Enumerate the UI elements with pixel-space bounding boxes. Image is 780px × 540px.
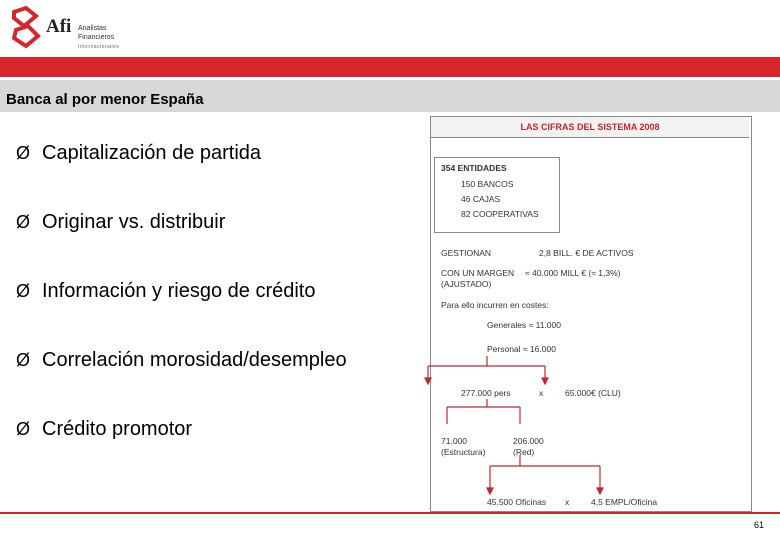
ajustado-label: (AJUSTADO) bbox=[441, 279, 492, 289]
entities-cajas: 46 CAJAS bbox=[461, 194, 501, 204]
bullet-arrow-icon: Ø bbox=[16, 212, 31, 232]
logo-subtitle-3: Internacionales bbox=[78, 44, 120, 50]
multiply-sign-1: x bbox=[539, 388, 544, 398]
costes-generales: Generales ≈ 11.000 bbox=[487, 320, 561, 330]
personal-count: 277.000 pers bbox=[461, 388, 511, 398]
logo-subtitle-2: Financieros bbox=[78, 34, 115, 41]
costes-intro: Para ello incurren en costes: bbox=[441, 300, 549, 310]
bullet-text: Capitalización de partida bbox=[42, 142, 262, 164]
margen-label: CON UN MARGEN bbox=[441, 268, 515, 278]
bullet-text: Información y riesgo de crédito bbox=[42, 280, 316, 302]
entities-header: 354 ENTIDADES bbox=[441, 163, 507, 173]
entities-banks: 150 BANCOS bbox=[461, 179, 514, 189]
gestionan-label: GESTIONAN bbox=[441, 248, 492, 258]
slide-title: Banca al por menor España bbox=[6, 91, 204, 108]
logo-wordmark: Afi bbox=[46, 16, 72, 37]
bullet-text: Originar vs. distribuir bbox=[42, 211, 226, 233]
costes-personal: Personal ≈ 16.000 bbox=[487, 344, 556, 354]
estructura-value: 71.000 bbox=[441, 436, 467, 446]
estructura-label: (Estructura) bbox=[441, 447, 486, 457]
bullet-arrow-icon: Ø bbox=[16, 419, 31, 439]
clu-value: 65.000€ (CLU) bbox=[565, 388, 621, 398]
footer-red-line bbox=[0, 512, 780, 514]
logo-subtitle-1: Analistas bbox=[78, 25, 107, 32]
margen-value: ≈ 40.000 MILL € (≈ 1,3%) bbox=[525, 268, 621, 278]
page-number: 61 bbox=[754, 520, 765, 530]
bullet-text: Correlación morosidad/desempleo bbox=[42, 349, 347, 371]
oficinas-count: 45.500 Oficinas bbox=[487, 497, 547, 507]
multiply-sign-2: x bbox=[565, 497, 570, 507]
bullet-text: Crédito promotor bbox=[42, 418, 193, 440]
bullet-arrow-icon: Ø bbox=[16, 281, 31, 301]
red-value: 206.000 bbox=[513, 436, 544, 446]
empl-per-oficina: 4,5 EMPL/Oficina bbox=[591, 497, 658, 507]
bullet-arrow-icon: Ø bbox=[16, 143, 31, 163]
bullet-arrow-icon: Ø bbox=[16, 350, 31, 370]
gestionan-value: 2,8 BILL. € DE ACTIVOS bbox=[539, 248, 634, 258]
red-label: (Red) bbox=[513, 447, 535, 457]
figure-title: LAS CIFRAS DEL SISTEMA 2008 bbox=[520, 122, 660, 132]
entities-cooperativas: 82 COOPERATIVAS bbox=[461, 209, 539, 219]
